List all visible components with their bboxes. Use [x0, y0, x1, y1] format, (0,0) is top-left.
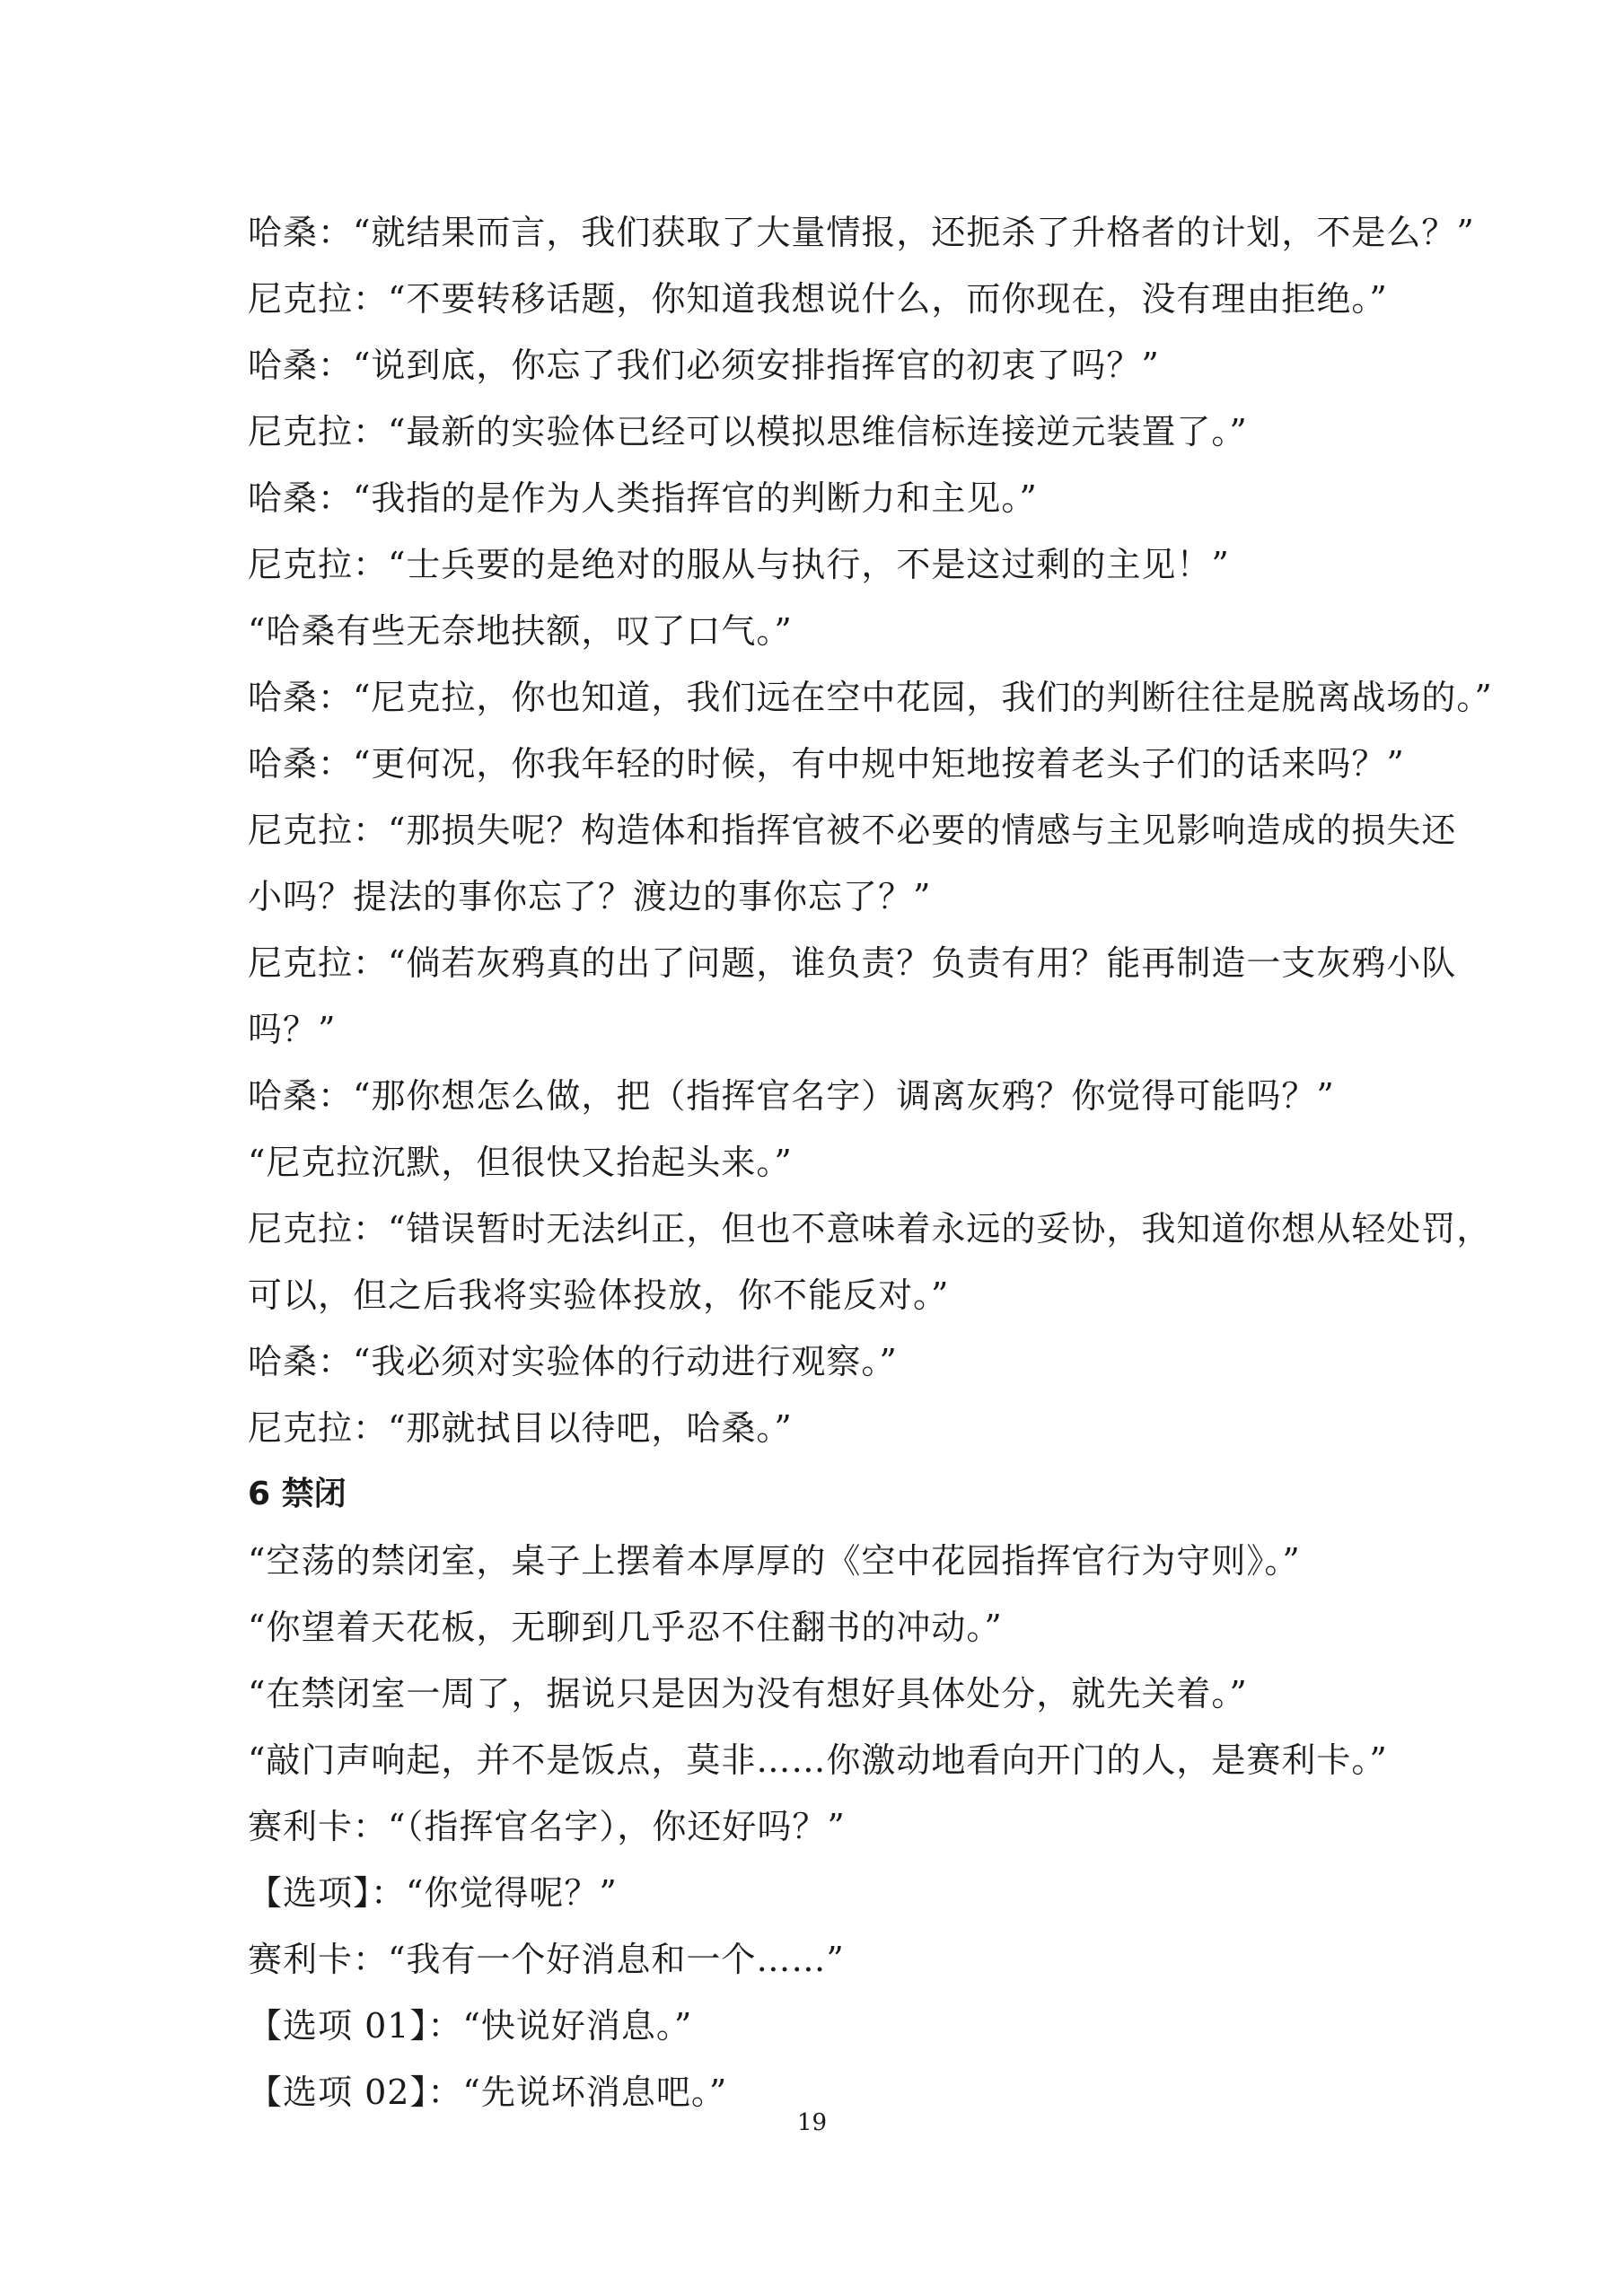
text-line: 吗？”	[248, 1010, 337, 1049]
text-line: 哈桑：“我必须对实验体的行动进行观察。”	[248, 1342, 898, 1381]
text-line: 尼克拉：“最新的实验体已经可以模拟思维信标连接逆元装置了。”	[248, 412, 1248, 451]
text-line: “空荡的禁闭室，桌子上摆着本厚厚的《空中花园指挥官行为守则》。”	[248, 1541, 1301, 1581]
text-line: 哈桑：“更何况，你我年轻的时候，有中规中矩地按着老头子们的话来吗？”	[248, 744, 1405, 784]
text-line: 哈桑：“就结果而言，我们获取了大量情报，还扼杀了升格者的计划，不是么？”	[248, 213, 1475, 252]
text-line: 哈桑：“说到底，你忘了我们必须安排指挥官的初衷了吗？”	[248, 346, 1160, 385]
text-line: “你望着天花板，无聊到几乎忍不住翻书的冲动。”	[248, 1608, 1003, 1647]
text-line: 尼克拉：“倘若灰鸦真的出了问题，谁负责？负责有用？能再制造一支灰鸦小队	[248, 943, 1457, 983]
text-line: “敲门声响起，并不是饭点，莫非……你激动地看向开门的人，是赛利卡。”	[248, 1740, 1388, 1780]
text-line: “哈桑有些无奈地扶额，叹了口气。”	[248, 611, 793, 651]
text-line: 【选项 01】：“快说好消息。”	[248, 2006, 693, 2046]
text-line: 可以，但之后我将实验体投放，你不能反对。”	[248, 1275, 950, 1315]
text-line: 尼克拉：“不要转移话题，你知道我想说什么，而你现在，没有理由拒绝。”	[248, 279, 1388, 319]
text-line: 尼克拉：“错误暂时无法纠正，但也不意味着永远的妥协，我知道你想从轻处罚，	[248, 1209, 1492, 1249]
text-line: 尼克拉：“那就拭目以待吧，哈桑。”	[248, 1408, 793, 1448]
text-line: “尼克拉沉默，但很快又抬起头来。”	[248, 1143, 793, 1182]
text-line: “在禁闭室一周了，据说只是因为没有想好具体处分，就先关着。”	[248, 1674, 1248, 1713]
text-line: 【选项】：“你觉得呢？”	[248, 1873, 618, 1913]
text-line: 尼克拉：“那损失呢？构造体和指挥官被不必要的情感与主见影响造成的损失还	[248, 811, 1457, 850]
text-line: 赛利卡：“我有一个好消息和一个……”	[248, 1940, 845, 1979]
text-line: 哈桑：“我指的是作为人类指挥官的判断力和主见。”	[248, 478, 1038, 518]
text-line: 哈桑：“尼克拉，你也知道，我们远在空中花园，我们的判断往往是脱离战场的。”	[248, 678, 1493, 717]
text-line: 小吗？提法的事你忘了？渡边的事你忘了？”	[248, 877, 932, 916]
section-heading: 6 禁闭	[248, 1476, 347, 1512]
document-body	[248, 199, 1493, 2125]
text-line: 尼克拉：“士兵要的是绝对的服从与执行，不是这过剩的主见！”	[248, 545, 1230, 584]
page-number: 19	[796, 2109, 828, 2136]
text-line: 赛利卡：“（指挥官名字），你还好吗？”	[248, 1807, 846, 1846]
text-line: 【选项 02】：“先说坏消息吧。”	[248, 2073, 728, 2112]
text-line: 哈桑：“那你想怎么做，把（指挥官名字）调离灰鸦？你觉得可能吗？”	[248, 1076, 1335, 1116]
